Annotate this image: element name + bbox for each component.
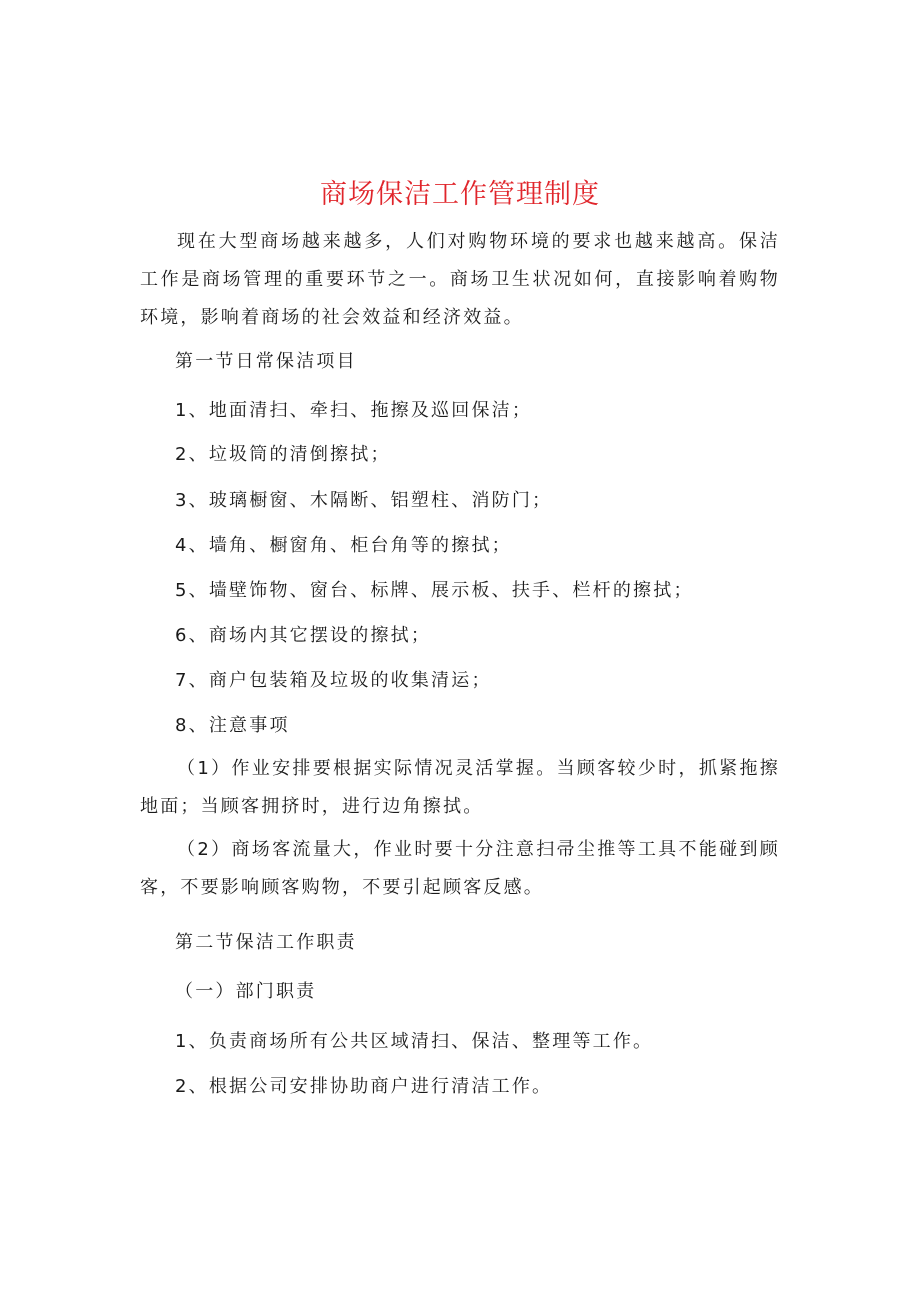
list-item: 1、地面清扫、牵扫、拖擦及巡回保洁； bbox=[175, 400, 533, 421]
list-item: 7、商户包装箱及垃圾的收集清运； bbox=[175, 670, 492, 691]
section-1-heading: 第一节日常保洁项目 bbox=[175, 351, 357, 372]
list-item: 4、墙角、橱窗角、柜台角等的擦拭； bbox=[175, 535, 512, 556]
intro-paragraph: 现在大型商场越来越多，人们对购物环境的要求也越来越高。保洁工作是商场管理的重要环节之一。商场卫生状况如何，直接影响着购物环境，影响着商场的社会效益和经济效益。 bbox=[140, 231, 780, 328]
note-1-paragraph: （1）作业安排要根据实际情况灵活掌握。当顾客较少时，抓紧拖擦地面；当顾客拥挤时，进行边角擦拭。 bbox=[140, 758, 780, 817]
list-item: 3、玻璃橱窗、木隔断、铝塑柱、消防门； bbox=[175, 490, 553, 511]
list-item: 2、垃圾筒的清倒擦拭； bbox=[175, 444, 391, 465]
list-item: 6、商场内其它摆设的擦拭； bbox=[175, 625, 432, 646]
list-item: 5、墙壁饰物、窗台、标牌、展示板、扶手、栏杆的擦拭； bbox=[175, 580, 694, 601]
list-item: 2、根据公司安排协助商户进行清洁工作。 bbox=[175, 1076, 553, 1097]
list-item: 1、负责商场所有公共区域清扫、保洁、整理等工作。 bbox=[175, 1031, 654, 1052]
section-2-heading: 第二节保洁工作职责 bbox=[175, 932, 357, 953]
subsection-heading: （一）部门职责 bbox=[175, 981, 317, 1002]
list-item: 8、注意事项 bbox=[175, 715, 290, 736]
note-2-paragraph: （2）商场客流量大，作业时要十分注意扫帚尘推等工具不能碰到顾客，不要影响顾客购物，不要引起顾客反感。 bbox=[140, 839, 780, 898]
document-title: 商场保洁工作管理制度 bbox=[320, 179, 600, 210]
